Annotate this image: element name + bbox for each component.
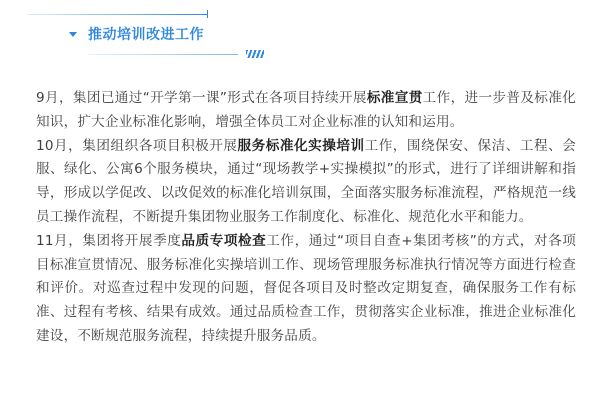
- header-decor-line-bottom: [88, 54, 238, 55]
- paragraph-october: [36, 135, 576, 230]
- paragraph-text: 工作，进一步普及标准化知识，扩大企业标准化影响，增强全体员工对企业标准的认知和运用。: [36, 90, 576, 130]
- triangle-down-icon: [69, 32, 77, 37]
- highlight-text: 品质专项检查: [181, 232, 267, 249]
- header-decor-tick: [207, 10, 208, 18]
- paragraph-text: 9月，集团已通过“开学第一课”形式在各项目持续开展: [36, 90, 367, 106]
- paragraph-text: 10月，集团组织各项目积极开展: [36, 137, 238, 154]
- paragraph-text: 11月，集团将开展季度: [36, 232, 182, 249]
- paragraph-text: 工作，围绕保安、保洁、工程、会服、绿化、公寓6个服务模块，通过“现场教学+实操模拟”的形式，进行了详细讲解和指导，形成以学促改、以改促效的标准化培训氛围，全面落实服务标准流程，严格规范一线员工操作流程，不断提升集团物业服务工作制度化、标准化、规范化水平和能力。: [36, 137, 576, 225]
- paragraph-text: 工作，通过“项目自查+集团考核”的方式，对各项目标准宣贯情况、服务标准化实操培训工作、现场管理服务标准执行情况等方面进行检查和评价。对巡查过程中发现的问题，督促各项目及时整改定期复查，确保服务工作有标准、过程有考核、结果有成效。通过品质检查工作，贯彻落实企业标准，推进企业标准化建设，不断规范服务流程，持续提升服务品质。: [36, 232, 577, 344]
- paragraph-september: [36, 87, 576, 135]
- section-title: 推动培训改进工作: [88, 27, 204, 43]
- highlight-text: 服务标准化实操培训: [237, 137, 365, 154]
- highlight-text: 标准宣贯: [366, 90, 423, 106]
- paragraph-november: [36, 230, 576, 349]
- header-decor-stripes: [246, 50, 264, 58]
- section-header: [28, 14, 268, 64]
- article-body: [36, 87, 576, 349]
- header-decor-line-top: [28, 14, 208, 15]
